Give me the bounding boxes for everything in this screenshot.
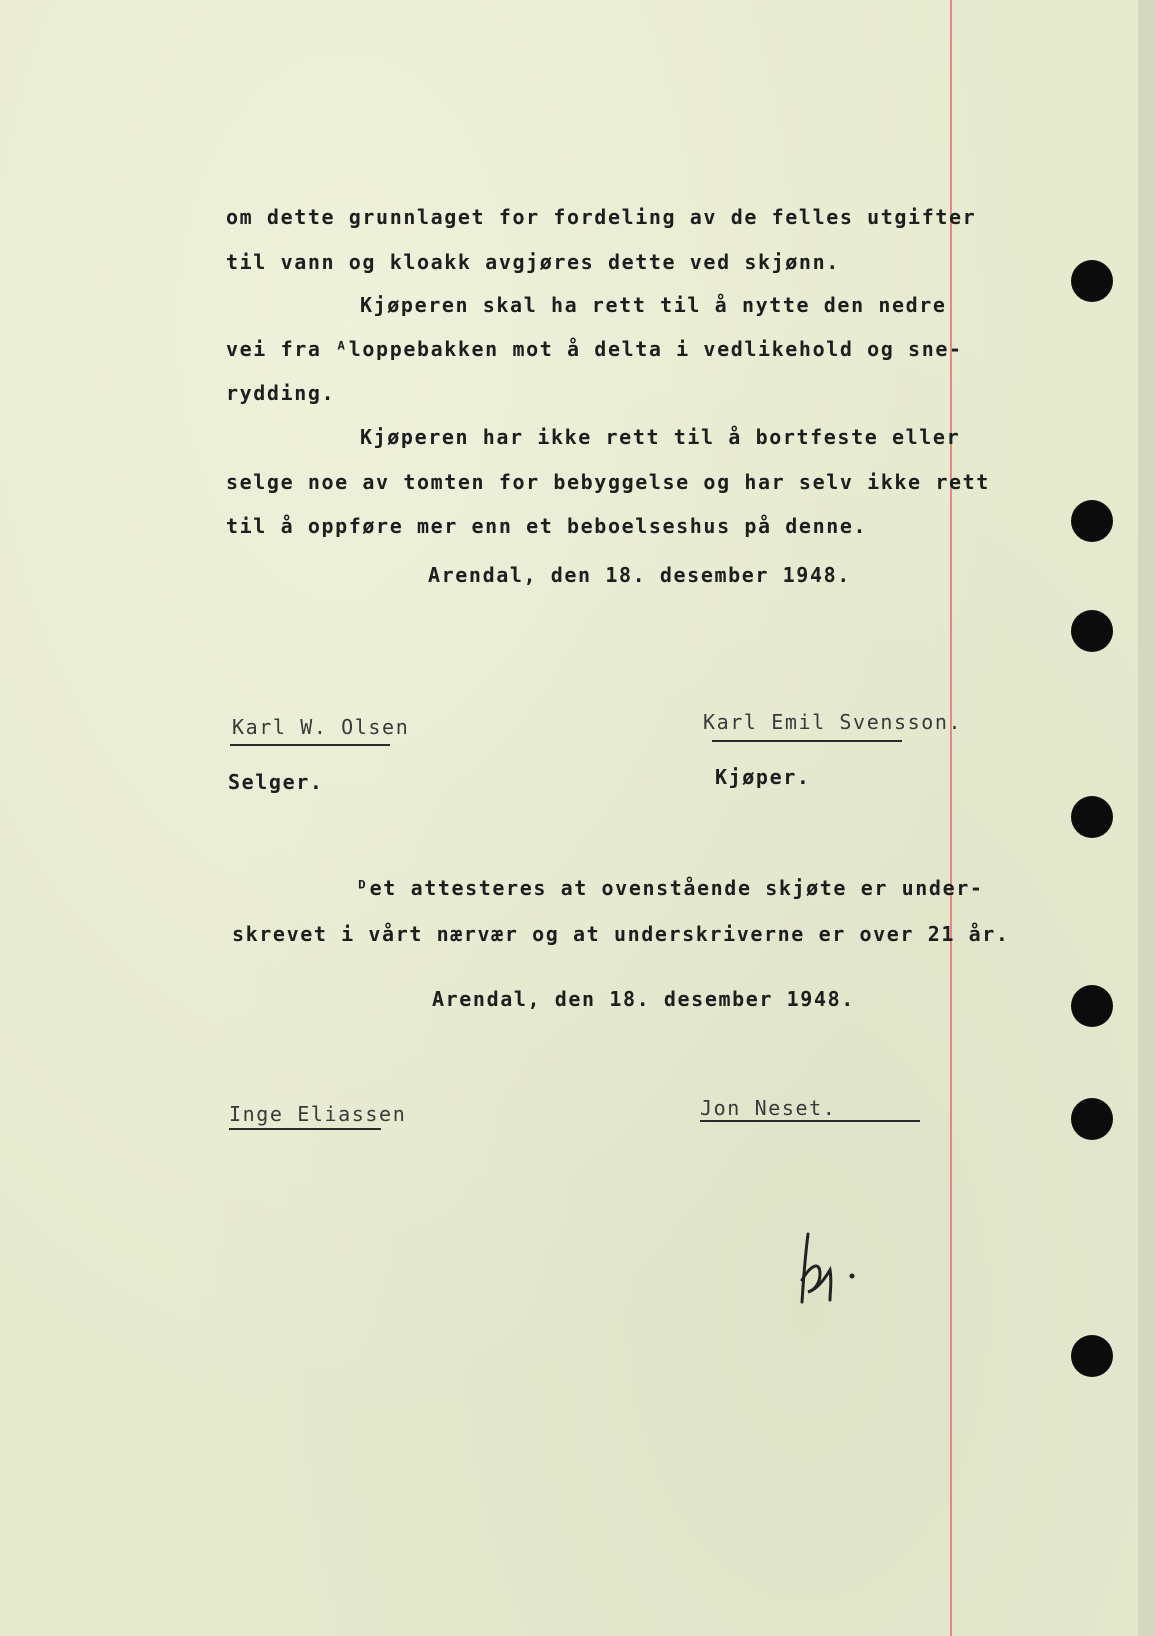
buyer-signature-name: Karl Emil Svensson. <box>703 710 963 734</box>
page-edge <box>1138 0 1155 1636</box>
seller-signature-line <box>230 744 390 746</box>
paragraph2-line2: vei fra ᴬloppebakken mot å delta i vedlikehold og sne- <box>226 337 963 361</box>
paragraph3-line3: til å oppføre mer enn et beboelseshus på denne. <box>226 514 868 538</box>
margin-rule <box>950 0 952 1636</box>
punch-hole-5 <box>1071 985 1113 1027</box>
witness1-signature-line <box>229 1128 381 1130</box>
witness1-signature-name: Inge Eliassen <box>229 1102 407 1126</box>
paragraph1-line2: til vann og kloakk avgjøres dette ved skjønn. <box>226 250 840 274</box>
attestation-line1: ᴰet attesteres at ovenstående skjøte er under- <box>356 876 984 900</box>
seller-role: Selger. <box>228 770 324 794</box>
date-line-1: Arendal, den 18. desember 1948. <box>428 563 851 587</box>
punch-hole-1 <box>1071 260 1113 302</box>
paragraph2-line1: Kjøperen skal ha rett til å nytte den nedre <box>360 293 947 317</box>
paragraph2-line3: rydding. <box>226 381 336 405</box>
punch-hole-7 <box>1071 1335 1113 1377</box>
date-line-2: Arendal, den 18. desember 1948. <box>432 987 855 1011</box>
punch-hole-3 <box>1071 610 1113 652</box>
buyer-role: Kjøper. <box>715 765 811 789</box>
witness2-signature-line <box>700 1120 920 1122</box>
witness2-signature-name: Jon Neset. <box>700 1096 837 1120</box>
seller-signature-name: Karl W. Olsen <box>232 715 410 739</box>
handwritten-initials <box>790 1230 870 1310</box>
punch-hole-6 <box>1071 1098 1113 1140</box>
attestation-line2: skrevet i vårt nærvær og at underskriverne er over 21 år. <box>232 922 1010 946</box>
punch-hole-4 <box>1071 796 1113 838</box>
buyer-signature-line <box>712 740 902 742</box>
paragraph3-line1: Kjøperen har ikke rett til å bortfeste eller <box>360 425 961 449</box>
paragraph1-line1: om dette grunnlaget for fordeling av de felles utgifter <box>226 205 977 229</box>
paragraph3-line2: selge noe av tomten for bebyggelse og har selv ikke rett <box>226 470 990 494</box>
punch-hole-2 <box>1071 500 1113 542</box>
